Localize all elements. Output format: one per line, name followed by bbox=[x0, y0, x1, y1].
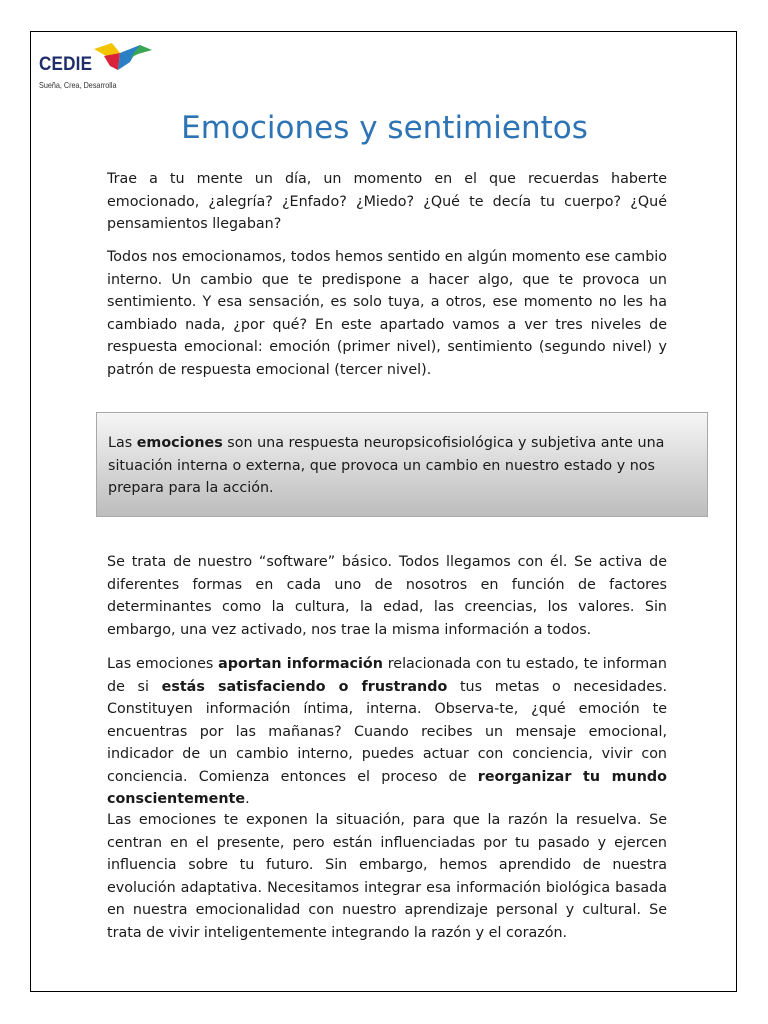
bold-phrase: aportan información bbox=[218, 656, 383, 672]
bold-phrase: reorganizar tu mundo conscientemente bbox=[107, 768, 667, 807]
paragraph-reason: Las emociones te exponen la situación, para que la razón la resuelva. Se centran en el presente, pero están influenciadas por tu pasado y ejercen influencia sobre tu futuro. Sin embargo, hemos aprendido de nuestra evolución adaptativa. Necesitamos integrar esa información biológica basada en nuestra emocionalidad con nuestro aprendizaje personal y cultural. Se trata de vivir inteligentemente integrando la razón y el corazón. bbox=[107, 812, 667, 941]
paragraph-software: Se trata de nuestro “software” básico. Todos llegamos con él. Se activa de diferentes formas en cada uno de nosotros en función de factores determinantes como la cultura, la edad, las creencias, los valores. Sin embargo, una vez activado, nos trae la misma información a todos. bbox=[107, 554, 667, 638]
logo-brand: CEDIE bbox=[39, 54, 93, 75]
logo-tagline: Sueña, Crea, Desarrolla bbox=[39, 80, 117, 90]
bold-phrase: estás satisfaciendo o frustrando bbox=[161, 678, 448, 695]
definition-term: emociones bbox=[136, 435, 223, 451]
paragraph-levels: Todos nos emocionamos, todos hemos sentido en algún momento ese cambio interno. Un cambio que te predispone a hacer algo, que te provoca un sentimiento. Y esa sensación, es solo tuya, a otros, ese momento no les ha cambiado nada, ¿por qué? En este apartado vamos a ver tres niveles de respuesta emocional: emoción (primer nivel), sentimiento (segundo nivel) y patrón de respuesta emocional (tercer nivel). bbox=[107, 249, 667, 378]
definition-text: Las emociones son una respuesta neuropsicofisiológica y subjetiva ante una situación interna o externa, que provoca un cambio en nuestro estado y nos prepara para la acción. bbox=[108, 435, 665, 496]
definition-callout bbox=[96, 412, 708, 517]
paragraph-intro: Trae a tu mente un día, un momento en el que recuerdas haberte emocionado, ¿alegría? ¿Enfado? ¿Miedo? ¿Qué te decía tu cuerpo? ¿Qué pensamientos llegaban? bbox=[107, 171, 667, 232]
page-title: Emociones y sentimientos bbox=[181, 110, 588, 146]
document-page bbox=[30, 31, 737, 992]
paragraph-information: Las emociones aportan información relacionada con tu estado, te informan de si estás satisfaciendo o frustrando tus metas o necesidades. Constituyen información íntima, interna. Observa-te, ¿qué emoción te encuentras por las mañanas? Cuando recibes un mensaje emocional, indicador de un cambio interno, puedes actuar con conciencia, vivir con conciencia. Comienza entonces el proceso de reorganizar tu mundo conscientemente. bbox=[107, 656, 667, 807]
cedie-logo bbox=[38, 40, 168, 92]
